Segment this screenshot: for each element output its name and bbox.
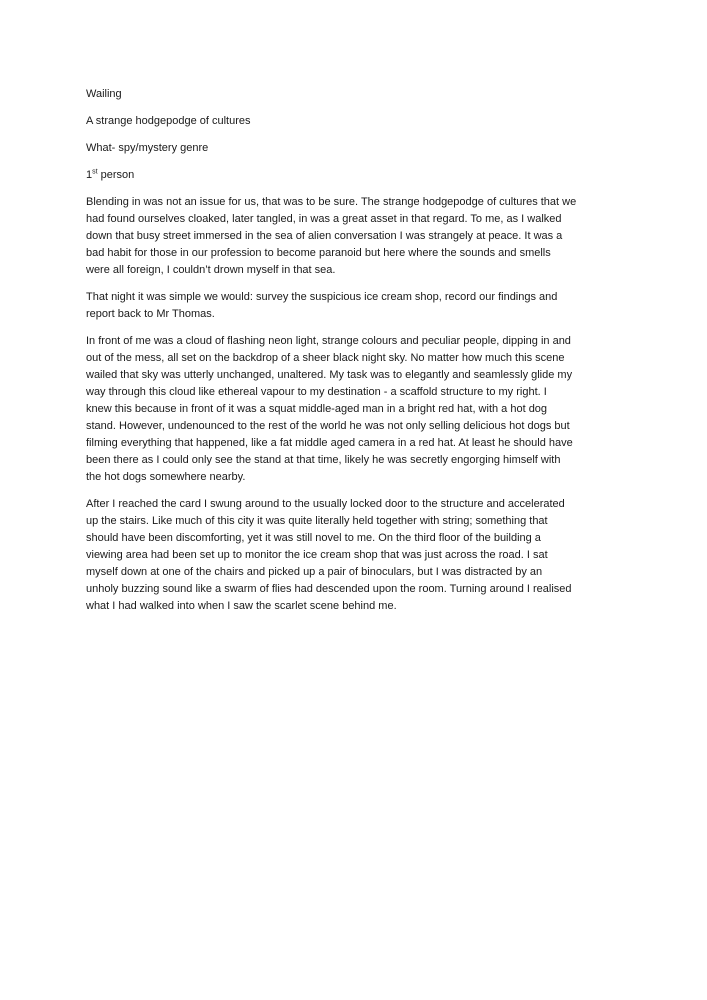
document-body <box>86 86 622 625</box>
text-line: were all foreign, I couldn’t drown myself in that sea. <box>86 264 336 276</box>
text-line: way through this cloud like ethereal vapour to my destination - a scaffold structure to my right. I <box>86 386 547 398</box>
pov-line <box>86 167 622 184</box>
text-line: unholy buzzing sound like a swarm of flies had descended upon the room. Turning around I realised <box>86 583 572 595</box>
genre-line: What- spy/mystery genre <box>86 142 209 154</box>
text-line: out of the mess, all set on the backdrop of a sheer black night sky. No matter how much this scene <box>86 352 565 364</box>
story-paragraph <box>86 289 622 323</box>
text-line: should have been discomforting, yet it was still novel to me. On the third floor of the building a <box>86 532 541 544</box>
text-line: That night it was simple we would: survey the suspicious ice cream shop, record our findings and <box>86 291 558 303</box>
text-line: been there as I could only see the stand at that time, likely he was secretly engorging himself with <box>86 454 561 466</box>
text-line: wailed that sky was utterly unchanged, unaltered. My task was to elegantly and seamlessly glide my <box>86 369 573 381</box>
text-line: filming everything that happened, like a fat middle aged camera in a red hat. At least he should have <box>86 437 573 449</box>
text-line: myself down at one of the chairs and picked up a pair of binoculars, but I was distracted by an <box>86 566 543 578</box>
story-paragraph <box>86 194 622 279</box>
text-line: had found ourselves cloaked, later tangled, in was a great asset in that regard. To me, as I walked <box>86 213 562 225</box>
text-line: report back to Mr Thomas. <box>86 308 215 320</box>
text-line: After I reached the card I swung around to the usually locked door to the structure and accelerated <box>86 498 565 510</box>
text-line: what I had walked into when I saw the scarlet scene behind me. <box>86 600 397 612</box>
story-paragraph <box>86 496 622 615</box>
text-line: down that busy street immersed in the sea of alien conversation I was strangely at peace. It was a <box>86 230 563 242</box>
text-line: bad habit for those in our profession to become paranoid but here where the sounds and smells <box>86 247 551 259</box>
text-line: stand. However, undenounced to the rest of the world he was not only selling delicious hot dogs but <box>86 420 570 432</box>
text-line: In front of me was a cloud of flashing neon light, strange colours and peculiar people, dipping in and <box>86 335 571 347</box>
text-line: Blending in was not an issue for us, that was to be sure. The strange hodgepodge of cultures that we <box>86 196 577 208</box>
text-line: knew this because in front of it was a squat middle-aged man in a bright red hat, with a hot dog <box>86 403 548 415</box>
story-paragraph <box>86 333 622 486</box>
pov-number: 1 <box>86 169 93 181</box>
pov-word: person <box>97 169 135 181</box>
document-subtitle: A strange hodgepodge of cultures <box>86 115 251 127</box>
pov-ordinal-suffix: st <box>92 168 98 176</box>
text-line: the hot dogs somewhere nearby. <box>86 471 246 483</box>
story-paragraphs <box>86 194 622 615</box>
document-title: Wailing <box>86 88 122 100</box>
text-line: up the stairs. Like much of this city it was quite literally held together with string; something that <box>86 515 548 527</box>
text-line: viewing area had been set up to monitor the ice cream shop that was just across the road. I sat <box>86 549 548 561</box>
